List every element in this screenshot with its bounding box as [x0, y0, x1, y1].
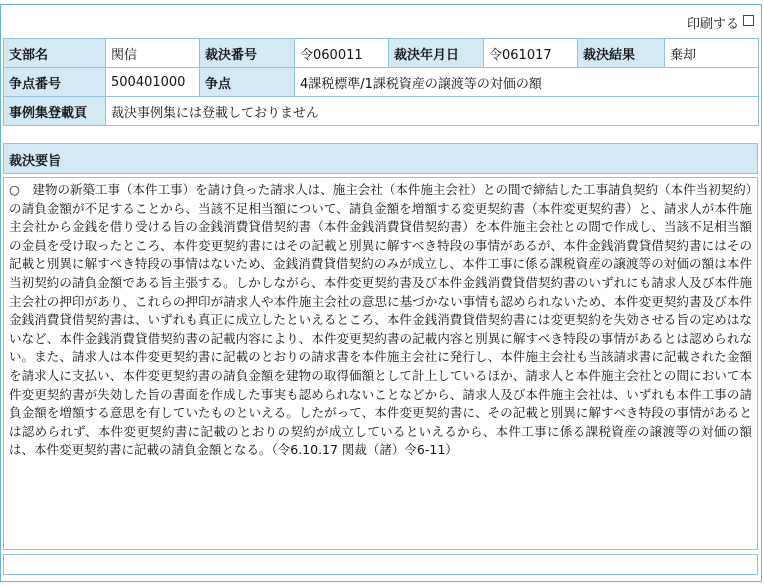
bottom-band: [3, 554, 758, 575]
ruling-info-table: [3, 38, 759, 126]
ruling-result-value: 棄却: [665, 39, 759, 68]
issue-label: 争点: [200, 68, 295, 97]
branch-label: 支部名: [4, 39, 106, 68]
print-label: 印刷する: [686, 17, 739, 32]
table-row: [4, 97, 759, 126]
casebook-label: 事例集登載頁: [4, 97, 106, 126]
print-row: [1, 5, 761, 39]
ruling-date-label: 裁決年月日: [389, 39, 484, 68]
table-row: [4, 39, 759, 68]
issue-value: 4課税標準/1課税資産の譲渡等の対価の額: [295, 68, 759, 97]
table-row: [4, 68, 759, 97]
summary-text: ○ 建物の新築工事（本件工事）を請け負った請求人は、施主会社（本件施主会社）との間で締結した工事請負契約（本件当初契約）の請負金額が不足することから、当該不足相当額について、請負金額を増額する変更契約書（本件変更契約書）と、請求人が本件施主会社から金銭を借り受ける旨の金銭消費貸借契約書（本件金銭消費貸借契約書）を本件施主会社との間で作成し、当該不足相当額の金員を受け取ったところ、本件変更契約書にはその記載と別異に解すべき特段の事情があるが、本件金銭消費貸借契約書にはその記載と別異に解すべき特段の事情はないため、金銭消費貸借契約のみが成立し、本件工事に係る課税資産の譲渡等の対価の額は本件当初契約の請負金額である旨主張する。しかしながら、本件変更契約書及び本件金銭消費貸借契約書のいずれにも請求人及び本件施主会社の押印があり、これらの押印が請求人や本件施主会社の意思に基づかない事情も認められないため、本件変更契約書及び本件金銭消費貸借契約書は、いずれも真正に成立したといえるところ、本件金銭消費貸借契約書には変更契約を失効させる旨の定めはないなど、本件金銭消費貸借契約書の記載内容により、本件変更契約書の記載内容と別異に解すべき特段の事情があるとは認められない。また、請求人は本件変更契約書に記載のとおりの請求書を本件施主会社に発行し、本件施主会社も当該請求書に記載された金額を請求人に支払い、本件変更契約書の請負金額を建物の取得価額として計上しているほか、請求人と本件施主会社との間において本件変更契約書が失効した旨の書面を作成した事実も認められないことなどから、請求人及び本件施主会社は、いずれも本件工事の請負金額を増額する意思を有していたものといえる。したがって、本件変更契約書に、その記載と別異に解すべき特段の事情があるとは認められず、本件変更契約書に記載のとおりの契約が成立しているといえるから、本件工事に係る課税資産の譲渡等の対価の額は、本件変更契約書に記載の請負金額となる。（令6.10.17 関裁（諸）令6-11）: [3, 177, 758, 550]
print-checkbox[interactable]: [743, 15, 754, 26]
ruling-date-value: 令061017: [484, 39, 578, 68]
ruling-number-value: 令060011: [295, 39, 389, 68]
ruling-number-label: 裁決番号: [200, 39, 295, 68]
branch-value: 関信: [106, 39, 200, 68]
issue-number-label: 争点番号: [4, 68, 106, 97]
casebook-value: 裁決事例集には登載しておりません: [106, 97, 759, 126]
issue-number-value: 500401000: [106, 68, 200, 97]
summary-heading: 裁決要旨: [3, 143, 758, 174]
ruling-result-label: 裁決結果: [578, 39, 665, 68]
